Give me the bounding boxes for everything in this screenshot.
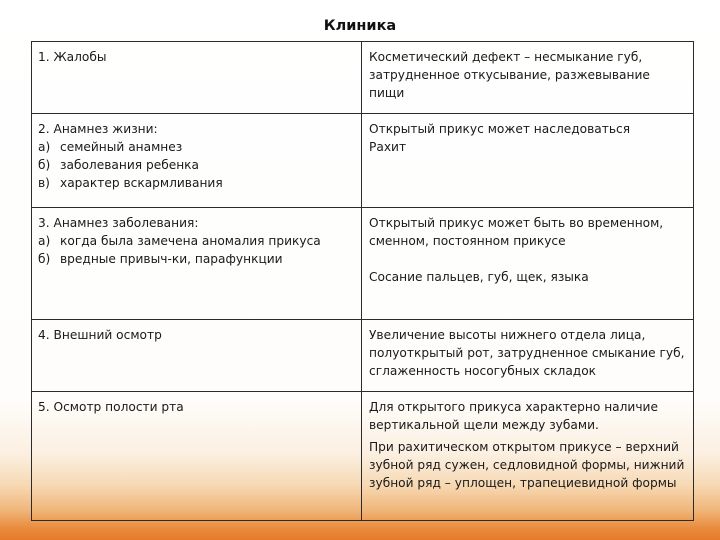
row-4-description: Увеличение высоты нижнего отдела лица, полуоткрытый рот, затрудненное смыкание губ, сглаженность носогубных складок: [369, 328, 685, 378]
row-3-heading: 3. Анамнез заболевания:: [38, 216, 199, 230]
clinic-table: [31, 41, 694, 521]
list-item: [38, 250, 356, 268]
list-item: [38, 156, 356, 174]
row-5-description-para-2: При рахитическом открытом прикусе – верхний зубной ряд сужен, седловидной формы, нижний зубной ряд – уплощен, трапециевидной формы: [369, 440, 685, 490]
list-item: [38, 232, 356, 250]
row-2-heading: 2. Анамнез жизни:: [38, 122, 158, 136]
row-1-description-cell: [362, 42, 694, 114]
list-marker: а): [38, 234, 51, 248]
table-row: [32, 320, 694, 392]
row-5-heading: 5. Осмотр полости рта: [38, 400, 184, 414]
list-item-text: семейный анамнез: [60, 140, 183, 154]
row-1-label-cell: [32, 42, 362, 114]
row-4-heading: 4. Внешний осмотр: [38, 328, 162, 342]
row-2-label-cell: [32, 114, 362, 208]
list-marker: в): [38, 176, 50, 190]
row-3-description-cell: [362, 208, 694, 320]
list-item: [38, 174, 356, 192]
row-3-description-para-1: Открытый прикус может быть во временном, сменном, постоянном прикусе: [369, 216, 664, 248]
row-4-label-cell: [32, 320, 362, 392]
row-1-heading: 1. Жалобы: [38, 50, 107, 64]
row-1-description: Косметический дефект – несмыкание губ, затрудненное откусывание, разжевывание пищи: [369, 50, 650, 100]
row-3-label-cell: [32, 208, 362, 320]
row-2-description-cell: [362, 114, 694, 208]
row-5-description-cell: [362, 392, 694, 521]
list-item-text: заболевания ребенка: [60, 158, 200, 172]
row-5-description-para-1: Для открытого прикуса характерно наличие вертикальной щели между зубами.: [369, 400, 658, 432]
row-3-description-para-2: Сосание пальцев, губ, щек, языка: [369, 270, 589, 284]
list-item-text: когда была замечена аномалия прикуса: [60, 234, 321, 248]
list-item-text: характер вскармливания: [60, 176, 223, 190]
list-marker: б): [38, 158, 51, 172]
row-5-label-cell: [32, 392, 362, 521]
list-item: [38, 138, 356, 156]
table-row: [32, 392, 694, 521]
list-item-text: вредные привыч-ки, парафункции: [60, 252, 283, 266]
table-row: [32, 208, 694, 320]
row-4-description-cell: [362, 320, 694, 392]
list-marker: а): [38, 140, 51, 154]
table-row: [32, 42, 694, 114]
slide-title: Клиника: [323, 18, 397, 34]
list-marker: б): [38, 252, 51, 266]
table-row: [32, 114, 694, 208]
row-2-description-line-1: Открытый прикус может наследоваться: [369, 122, 631, 136]
row-2-description-line-2: Рахит: [369, 140, 407, 154]
